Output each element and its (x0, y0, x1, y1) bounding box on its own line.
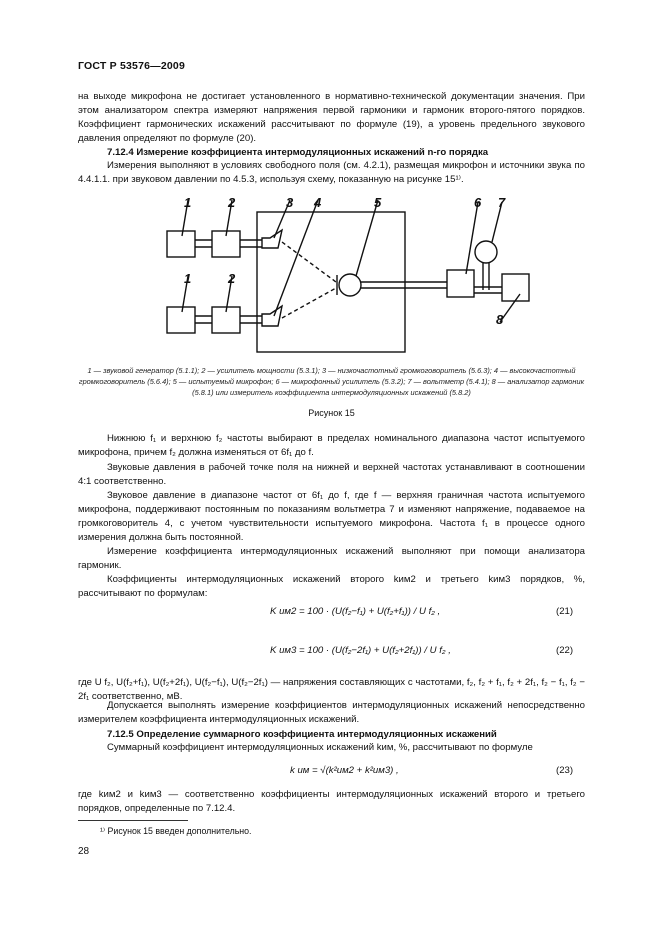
section-7-12-4-heading (78, 146, 585, 160)
equation-23: k им = √(k²им2 + k²им3) , (290, 765, 399, 776)
section-7-12-5-heading (78, 728, 585, 742)
equation-21-number: (21) (556, 606, 574, 617)
intro-paragraph: на выходе микрофона не достигает установленного в нормативно-технической документации значения. При этом анализатором спектра измеряют напряжения первой гармоники и гармоник второго-пятого порядков. Коэффициент гармонических искажений рассчитывают по формуле (19), а уровень предельного звукового давления определяют по формуле (20). (78, 91, 585, 144)
paragraph-analyzer: Измерение коэффициента интермодуляционных искажений выполняют при помощи анализатора гармоник. (78, 546, 585, 571)
voltmeter-circle (475, 241, 497, 263)
paragraph-coefficients: Коэффициенты интермодуляционных искажений второго kим2 и третьего kим3 порядков, %, рассчитывают по формулам: (78, 574, 585, 599)
label-2-top: 2 (228, 195, 236, 210)
page-number: 28 (78, 846, 90, 857)
figure-caption: 1 — звуковой генератор (5.1.1); 2 — усилитель мощности (5.3.1); 3 — низкочастотный громкоговоритель (5.6.3); 4 — высокочастотный громкоговоритель (5.6.4); 5 — испытуемый микрофон; 6 — микрофонный усилитель (5.3.2); 7 — вольтметр (5.4.1); 8 — анализатор гармоник (5.8.1) или измеритель коэффициента интермодуляционных искажений (5.8.2) (78, 366, 585, 397)
label-1-bottom: 1 (184, 271, 192, 286)
label-1-top: 1 (184, 195, 192, 210)
label-8: 8 (496, 312, 504, 327)
figure-15-diagram (150, 190, 540, 360)
paragraph-pressures: Звуковые давления в рабочей точке поля на нижней и верхней частотах устанавливают в соотношении 4:1 соответственно. (78, 462, 585, 487)
paragraph-pressure-range: Звуковое давление в диапазоне частот от 6f₁ до f, где f — верхняя граничная частота испытуемого микрофона, поддерживают постоянным по показаниям вольтметра 7 и изменяют напряжение, подаваемое на громкоговоритель 4, с учетом чувствительности испытуемого микрофона. Частота f₁ в процессе одного измерения должна быть постоянной. (78, 490, 585, 543)
label-2-bottom: 2 (228, 271, 236, 286)
microphone-circle (339, 274, 361, 296)
figure-title: Рисунок 15 (308, 408, 355, 418)
equation-21: K им2 = 100 · (U(f₂−f₁) + U(f₂+f₁)) / U f₂ , (270, 606, 441, 617)
equation-22-number: (22) (556, 645, 574, 656)
footnote-rule (78, 820, 188, 821)
generator-bottom-block (167, 307, 195, 333)
section-7-12-4-paragraph: Измерения выполняют в условиях свободного поля (см. 4.2.1), размещая микрофон и источники звука по 4.4.1.1. при звуковом давлении по 4.5.3, используя схему, показанную на рисунке 15¹⁾. (78, 160, 585, 185)
label-3: 3 (286, 195, 294, 210)
section-number: 7.12.4 (107, 147, 134, 158)
label-4: 4 (314, 195, 322, 210)
speaker-4-shape (262, 306, 282, 326)
where-definitions-2: где kим2 и kим3 — соответственно коэффициенты интермодуляционных искажений второго и третьего порядков, определенные по 7.12.4. (78, 789, 585, 814)
section-title-2: Определение суммарного коэффициента интермодуляционных искажений (136, 729, 497, 740)
analyzer-block (502, 274, 529, 301)
document-header: ГОСТ Р 53576—2009 (78, 60, 186, 72)
speaker-3-shape (262, 230, 282, 248)
equation-23-number: (23) (556, 765, 574, 776)
section-number-2: 7.12.5 (107, 729, 134, 740)
label-6: 6 (474, 195, 482, 210)
footnote: ¹⁾ Рисунок 15 введен дополнительно. (100, 826, 252, 836)
section-7-12-5-paragraph: Суммарный коэффициент интермодуляционных искажений kим, %, рассчитывают по формуле (107, 742, 533, 753)
section-title: Измерение коэффициента интермодуляционных искажений n-го порядка (136, 147, 489, 158)
paragraph-direct-measurement: Допускается выполнять измерение коэффициентов интермодуляционных искажений непосредственно измерителем коэффициента интермодуляционных искажений. (78, 700, 585, 725)
where-definitions-1: где U f₂, U(f₂+f₁), U(f₂+2f₁), U(f₂−f₁), U(f₂−2f₁) — напряжения составляющих с частотами, f₂, f₂ + f₁, f₂ + 2f₁, f₂ − f₁, f₂ − 2f₁ соответственно, мВ. (78, 677, 585, 702)
paragraph-frequencies: Нижнюю f₁ и верхнюю f₂ частоты выбирают в пределах номинального диапазона частот испытуемого микрофона, причем f₂ должна изменяться от 6f₁ до f. (78, 433, 585, 458)
label-5: 5 (374, 195, 382, 210)
generator-top-block (167, 231, 195, 257)
equation-22: K им3 = 100 · (U(f₂−2f₁) + U(f₂+2f₁)) / U f₂ , (270, 645, 451, 656)
label-7: 7 (498, 195, 506, 210)
mic-amplifier-block (447, 270, 474, 297)
